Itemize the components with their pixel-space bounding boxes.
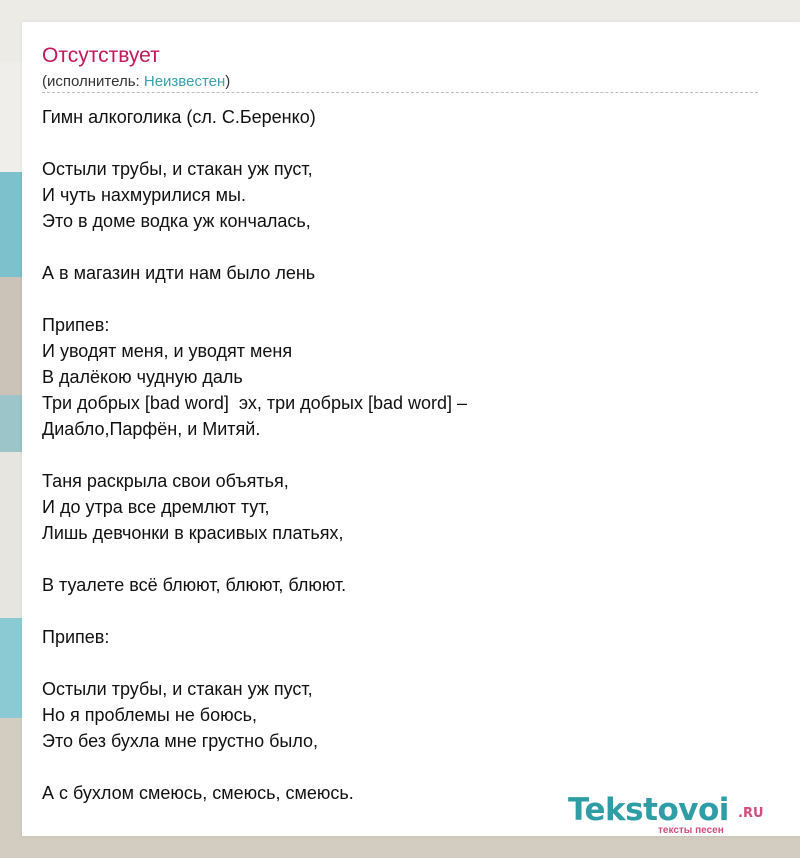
lyric-line: Остыли трубы, и стакан уж пуст, <box>42 679 313 699</box>
lyric-line: Припев: <box>42 627 110 647</box>
logo-wordmark: Tekstovoi <box>568 792 729 828</box>
artist-line <box>42 73 230 90</box>
lyric-line <box>42 754 467 780</box>
lyric-line: Три добрых [bad word] эх, три добрых [bad word] – <box>42 393 468 413</box>
lyric-line: И до утра все дремлют тут, <box>42 497 270 517</box>
lyric-line <box>42 598 467 624</box>
lyric-line: Это без бухла мне грустно было, <box>42 731 319 751</box>
title-divider <box>42 92 758 93</box>
lyric-line <box>42 650 467 676</box>
lyrics-text <box>42 104 467 806</box>
lyric-line: В далёкою чудную даль <box>42 367 243 387</box>
lyric-line <box>42 442 467 468</box>
site-logo[interactable] <box>568 792 788 836</box>
lyric-line <box>42 130 467 156</box>
logo-tagline: тексты песен <box>658 825 724 836</box>
lyric-line: Остыли трубы, и стакан уж пуст, <box>42 159 313 179</box>
lyric-line: Это в доме водка уж кончалась, <box>42 211 311 231</box>
lyric-line: Но я проблемы не боюсь, <box>42 705 258 725</box>
lyric-line: А с бухлом смеюсь, смеюсь, смеюсь. <box>42 783 354 803</box>
artist-link[interactable]: Неизвестен <box>143 73 226 90</box>
lyric-line: И чуть нахмурилися мы. <box>42 185 246 205</box>
lyric-line: Гимн алкоголика (сл. С.Беренко) <box>42 107 316 127</box>
lyric-line: Лишь девчонки в красивых платьях, <box>42 523 344 543</box>
lyric-line: Диабло,Парфён, и Митяй. <box>42 419 261 439</box>
artist-suffix: ) <box>225 73 231 90</box>
lyric-line <box>42 546 467 572</box>
lyric-line: Припев: <box>42 315 110 335</box>
artist-prefix: (исполнитель: <box>42 73 144 90</box>
lyric-line <box>42 286 467 312</box>
lyrics-card <box>22 22 800 836</box>
lyric-line: Таня раскрыла свои объятья, <box>42 471 289 491</box>
logo-domain-suffix: .RU <box>738 806 764 821</box>
lyric-line: В туалете всё блюют, блюют, блюют. <box>42 575 347 595</box>
lyric-line: А в магазин идти нам было лень <box>42 263 316 283</box>
lyric-line: И уводят меня, и уводят меня <box>42 341 293 361</box>
lyric-line <box>42 234 467 260</box>
song-title: Отсутствует <box>42 44 160 67</box>
